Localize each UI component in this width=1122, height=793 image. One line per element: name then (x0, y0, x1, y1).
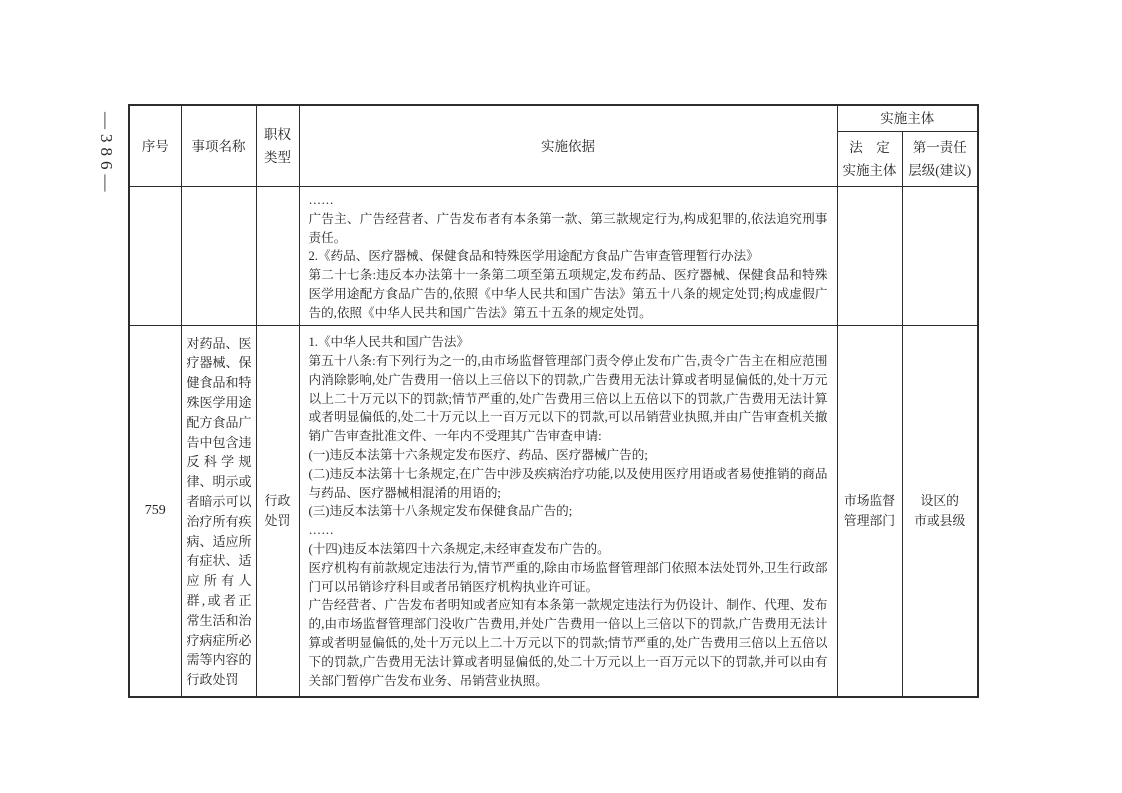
basis-paragraph: (二)违反本法第十七条规定,在广告中涉及疾病治疗功能,以及使用医疗用语或者易使推销的商品与药品、医疗器械相混淆的用语的; (308, 466, 828, 500)
cell-power-type: 行政 处罚 (256, 325, 299, 697)
table-header (129, 105, 978, 187)
header-responsibility-level: 第一责任 层级(建议) (902, 132, 978, 187)
cell-item-name: 对药品、医疗器械、保健食品和特殊医学用途配方食品广告中包含违反科学规律、明示或者暗示可以治疗所有疾病、适应所有症状、适应所有人群,或者正常生活和治疗病症所必需等内容的行政处罚 (181, 325, 256, 697)
table-row-continuation (129, 187, 978, 326)
basis-paragraph: 医疗机构有前款规定违法行为,情节严重的,除由市场监督管理部门依照本法处罚外,卫生行政部门可以吊销诊疗科目或者吊销医疗机构执业许可证。 (308, 560, 828, 594)
basis-paragraph: 1.《中华人民共和国广告法》 (308, 335, 470, 350)
basis-paragraph: 广告主、广告经营者、广告发布者有本条第一款、第三款规定行为,构成犯罪的,依法追究刑事责任。 (308, 211, 828, 245)
cell-item-name (181, 187, 256, 326)
header-subject-group: 实施主体 (837, 105, 978, 132)
authority-table (128, 104, 979, 698)
cell-basis (299, 325, 837, 697)
basis-paragraph: …… (308, 193, 334, 207)
basis-paragraph: (三)违反本法第十八条规定发布保健食品广告的; (308, 504, 573, 519)
cell-legal-subject (837, 187, 902, 326)
cell-power-type (256, 187, 299, 326)
header-power-type: 职权 类型 (256, 105, 299, 187)
page-number: —386— (97, 112, 116, 197)
basis-paragraph: (一)违反本法第十六条规定发布医疗、药品、医疗器械广告的; (308, 447, 648, 462)
cell-basis (299, 187, 837, 326)
cell-seq (129, 187, 181, 326)
header-basis: 实施依据 (299, 105, 837, 187)
basis-paragraph: 2.《药品、医疗器械、保健食品和特殊医学用途配方食品广告审查管理暂行办法》 (308, 249, 759, 264)
basis-paragraph: 第五十八条:有下列行为之一的,由市场监督管理部门责令停止发布广告,责令广告主在相应范围内消除影响,处广告费用一倍以上三倍以下的罚款,广告费用无法计算或者明显偏低的,处十万元以上二十万元以下的罚款;情节严重的,处广告费用三倍以上五倍以下的罚款,广告费用无法计算或者明显偏低的,处二十万元以上一百万元以下的罚款,可以吊销营业执照,并由广告审查机关撤销广告审查批准文件、一年内不受理其广告审查申请: (308, 353, 828, 444)
cell-responsibility-level (902, 187, 978, 326)
basis-paragraph: …… (308, 523, 334, 538)
basis-paragraph: 第二十七条:违反本办法第十一条第二项至第五项规定,发布药品、医疗器械、保健食品和特殊医学用途配方食品广告的,依照《中华人民共和国广告法》第五十八条的规定处罚;构成虚假广告的,依照《中华人民共和国广告法》第五十五条的规定处罚。 (308, 268, 828, 320)
cell-legal-subject: 市场监督 管理部门 (837, 325, 902, 697)
cell-responsibility-level: 设区的 市或县级 (902, 325, 978, 697)
cell-seq: 759 (129, 325, 181, 697)
header-seq: 序号 (129, 105, 181, 187)
basis-paragraph: (十四)违反本法第四十六条规定,未经审查发布广告的。 (308, 541, 610, 556)
header-item-name: 事项名称 (181, 105, 256, 187)
table-row-759 (129, 325, 978, 697)
header-legal-subject: 法 定 实施主体 (837, 132, 902, 187)
basis-paragraph: 广告经营者、广告发布者明知或者应知有本条第一款规定违法行为仍设计、制作、代理、发布的,由市场监督管理部门没收广告费用,并处广告费用一倍以上三倍以下的罚款,广告费用无法计算或者明显偏低的,处十万元以上二十万元以下的罚款;情节严重的,处广告费用三倍以上五倍以下的罚款,广告费用无法计算或者明显偏低的,处二十万元以上一百万元以下的罚款,并可以由有关部门暂停广告发布业务、吊销营业执照。 (308, 598, 828, 688)
